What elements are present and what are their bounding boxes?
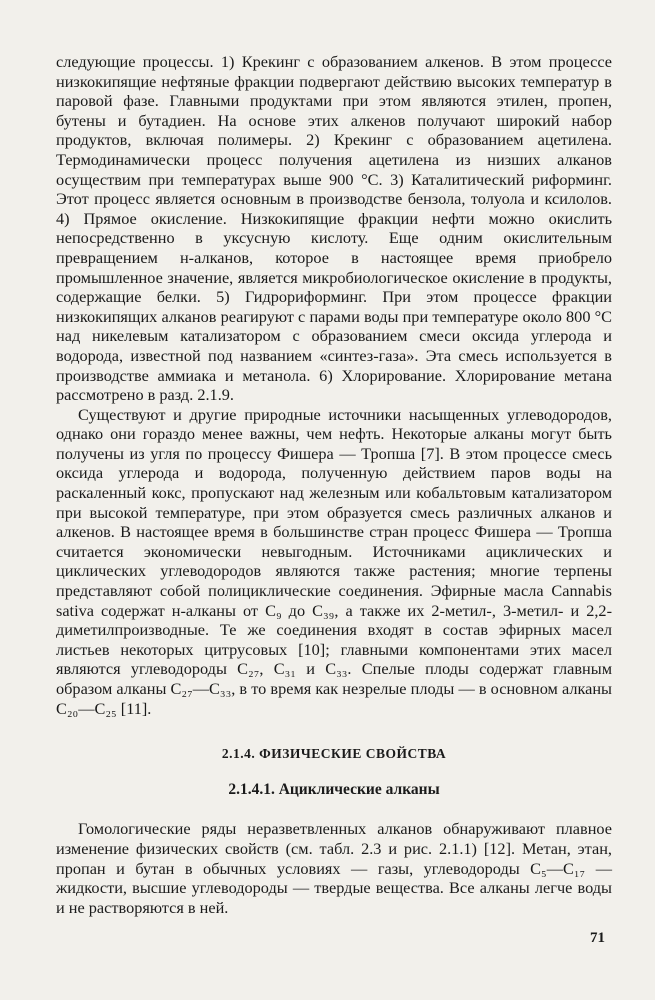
paragraph-petroleum-processes: следующие процессы. 1) Крекинг с образованием алкенов. В этом процессе низкокипящие нефтяные фракции подвергают действию высоких температур в паровой фазе. Главными продуктами при этом являются этилен, пропен, бутены и бутадиен. На основе этих алкенов получают широкий набор продуктов, включая полимеры. 2) Крекинг с образованием ацетилена. Термодинамически процесс получения ацетилена из низших алканов осуществим при температурах выше 900 °C. 3) Каталитический риформинг. Этот процесс является основным в производстве бензола, толуола и ксилолов. 4) Прямое окисление. Низкокипящие фракции нефти можно окислить непосредственно в уксусную кислоту. Еще одним окислительным превращением н-алканов, которое в настоящее время приобрело промышленное значение, является микробиологическое окисление в продукты, содержащие белки. 5) Гидрориформинг. При этом процессе фракции низкокипящих алканов реагируют с парами воды при температуре около 800 °C над никелевым катализатором с образованием смеси оксида углерода и водорода, известной под названием «синтез-газа». Эта смесь используется в производстве аммиака и метанола. 6) Хлорирование. Хлорирование метана рассмотрено в разд. 2.1.9. — [56, 52, 612, 405]
page-number: 71 — [590, 930, 605, 946]
subsection-heading: 2.1.4.1. Ациклические алканы — [228, 780, 440, 798]
paragraph-natural-sources: Существуют и другие природные источники насыщенных углеводородов, однако они гораздо менее важны, чем нефть. Некоторые алканы могут быть получены из угля по процессу Фишера — Тропша [7]. В этом процессе смесь оксида углерода и водорода, полученную действием паров воды на раскаленный кокс, пропускают над железным или кобальтовым катализатором при высокой температуре, при этом образуется смесь различных алканов и алкенов. В настоящее время в большинстве стран процесс Фишера — Тропша считается экономически невыгодным. Источниками ациклических и циклических углеводородов являются также растения; многие терпены представляют собой полициклические соединения. Эфирные масла Cannabis sativa содержат н-алканы от C₉ до C₃₉, а также их 2-метил-, 3-метил- и 2,2-диметилпроизводные. Те же соединения входят в состав эфирных масел листьев некоторых цитрусовых [10]; главными компонентами этих масел являются углеводороды C₂₇, C₃₁ и C₃₃. Спелые плоды содержат главным образом алканы C₂₇—C₃₃, в то время как незрелые плоды — в основном алканы C₂₀—C₂₅ [11]. — [56, 404, 612, 718]
paragraph-physical-properties: Гомологические ряды неразветвленных алканов обнаруживают плавное изменение физических свойств (см. табл. 2.3 и рис. 2.1.1) [12]. Метан, этан, пропан и бутан в обычных условиях — газы, углеводороды C₅—C₁₇ — жидкости, высшие углеводороды — твердые вещества. Все алканы легче воды и не растворяются в ней. — [56, 819, 612, 917]
section-heading: 2.1.4. ФИЗИЧЕСКИЕ СВОЙСТВА — [221, 746, 447, 762]
text-column — [56, 52, 612, 917]
